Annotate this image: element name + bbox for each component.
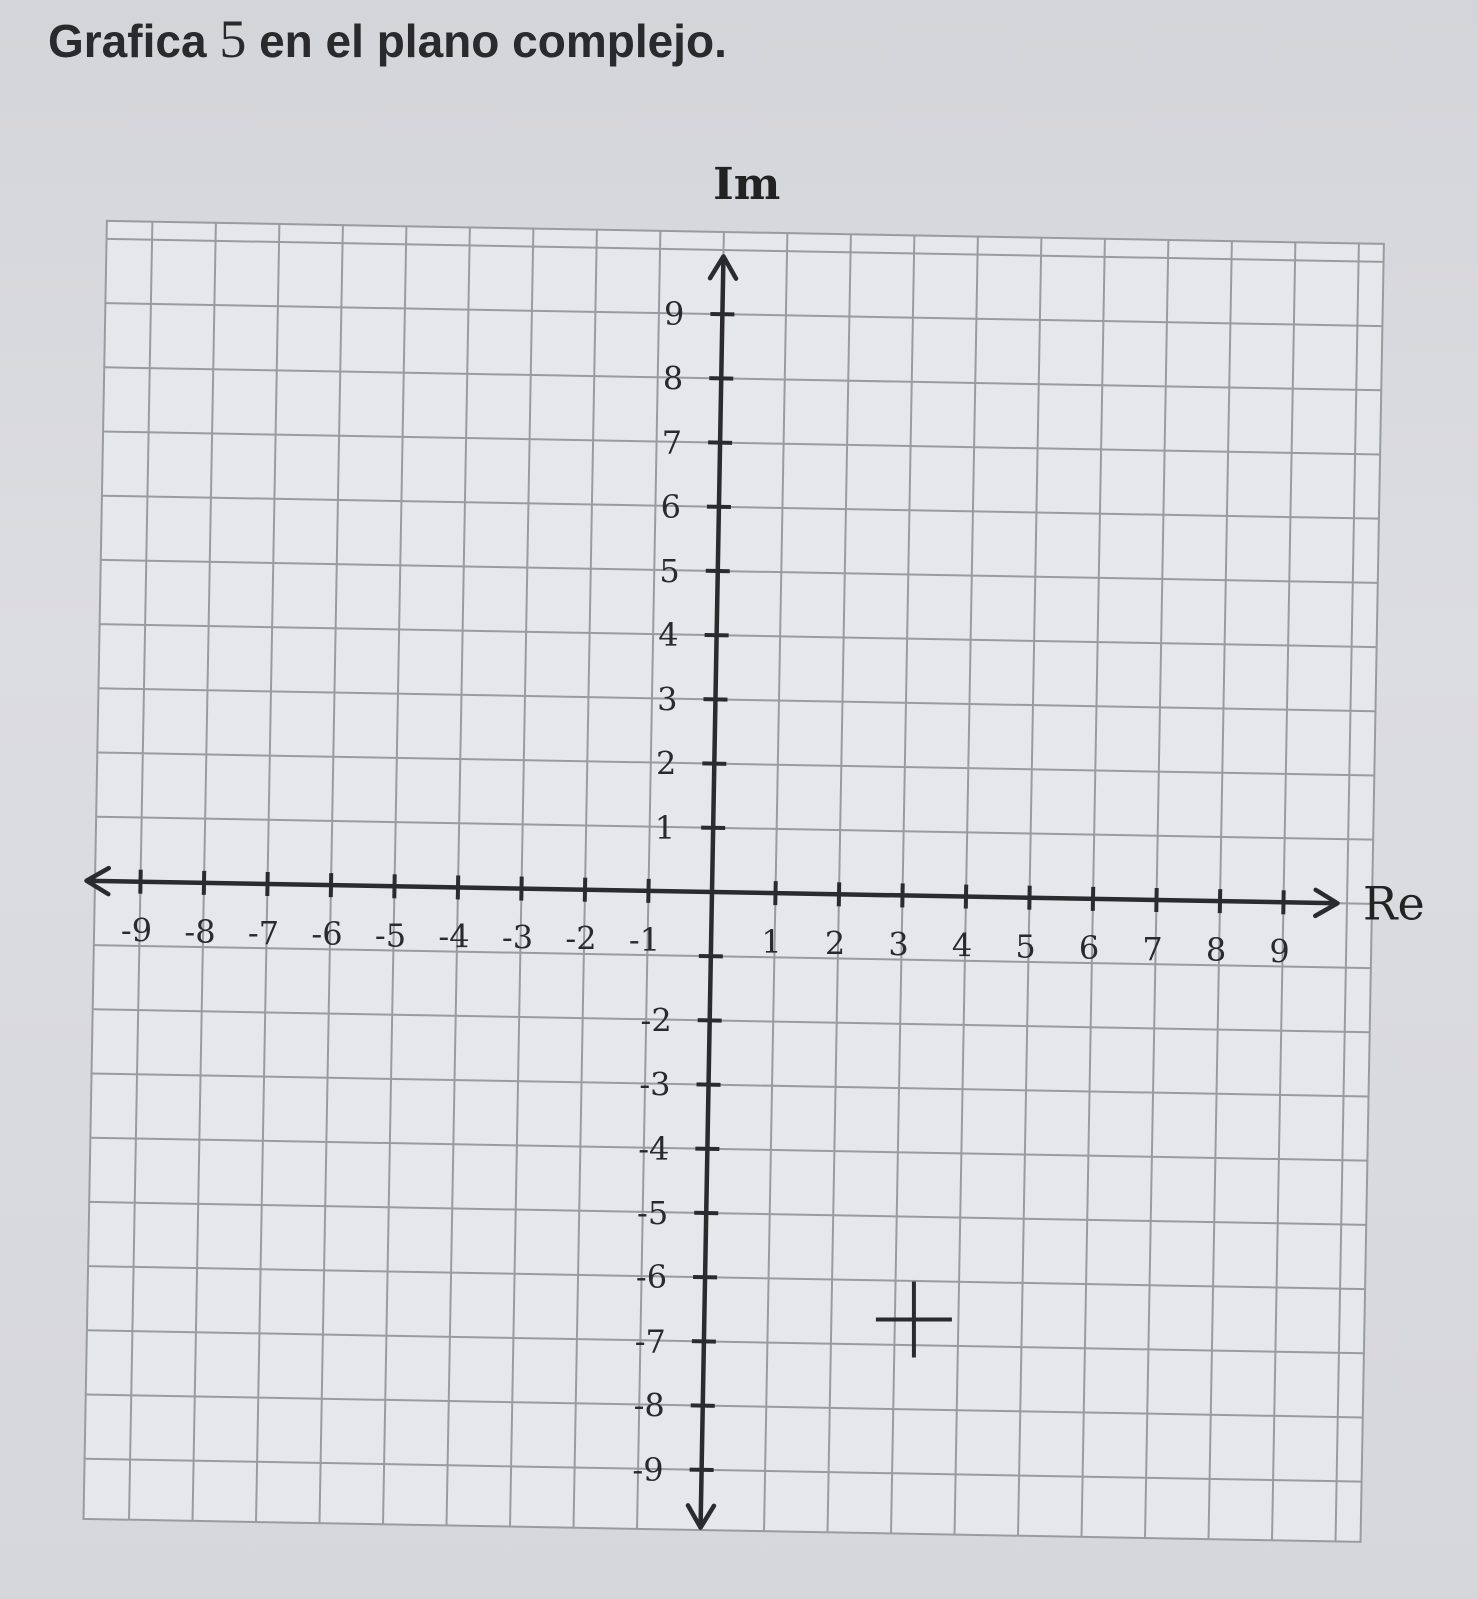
imag-tick-label: -6 <box>635 1258 668 1297</box>
imag-tick-label: -8 <box>633 1386 665 1425</box>
real-tick-label: -9 <box>120 911 153 950</box>
imag-tick-label: 8 <box>662 359 684 398</box>
real-tick-label: -1 <box>628 920 661 959</box>
imag-tick-label: -7 <box>634 1322 666 1361</box>
real-tick-label: -6 <box>311 915 343 954</box>
prompt-number: 5 <box>219 9 247 69</box>
real-tick-label: -4 <box>438 917 470 956</box>
real-tick-label: 2 <box>824 924 846 963</box>
imag-tick-label: -4 <box>638 1129 670 1168</box>
imag-tick-label: -3 <box>639 1065 671 1104</box>
imag-tick-label: 5 <box>659 552 680 590</box>
imag-tick-label: 4 <box>658 616 679 655</box>
imag-tick-label: 3 <box>657 680 678 719</box>
real-tick-label: 3 <box>888 925 909 964</box>
imag-tick-label: 1 <box>654 808 676 847</box>
imag-tick-label: 6 <box>660 487 681 526</box>
imag-tick-label: 7 <box>661 423 683 462</box>
real-tick-label: 4 <box>951 926 973 965</box>
graph-paper <box>84 221 1384 1542</box>
real-tick-label: 1 <box>761 923 782 962</box>
imaginary-axis-label: Im <box>713 159 781 211</box>
prompt-text-before: Grafica <box>48 15 207 67</box>
imag-tick-label: -9 <box>632 1450 664 1489</box>
real-tick-label: 9 <box>1269 932 1290 971</box>
real-tick-label: 8 <box>1205 931 1227 970</box>
real-tick-label: -3 <box>501 918 534 957</box>
real-tick-label: -2 <box>565 919 597 958</box>
imag-tick-label: 9 <box>664 295 685 334</box>
grid-lines <box>84 221 1384 1542</box>
real-tick-label: 7 <box>1142 930 1163 969</box>
prompt-text-after: en el plano complejo. <box>259 15 727 67</box>
imag-tick-label: -5 <box>637 1194 669 1232</box>
imag-tick-label: -2 <box>640 1001 672 1040</box>
real-tick-label: -8 <box>184 912 216 951</box>
real-tick-label: 6 <box>1078 928 1100 967</box>
imag-tick-label: 2 <box>655 744 677 783</box>
real-tick-label: 5 <box>1015 927 1036 966</box>
real-axis-label: Re <box>1362 876 1425 931</box>
real-tick-label: -7 <box>247 913 280 952</box>
real-tick-label: -5 <box>374 916 407 955</box>
